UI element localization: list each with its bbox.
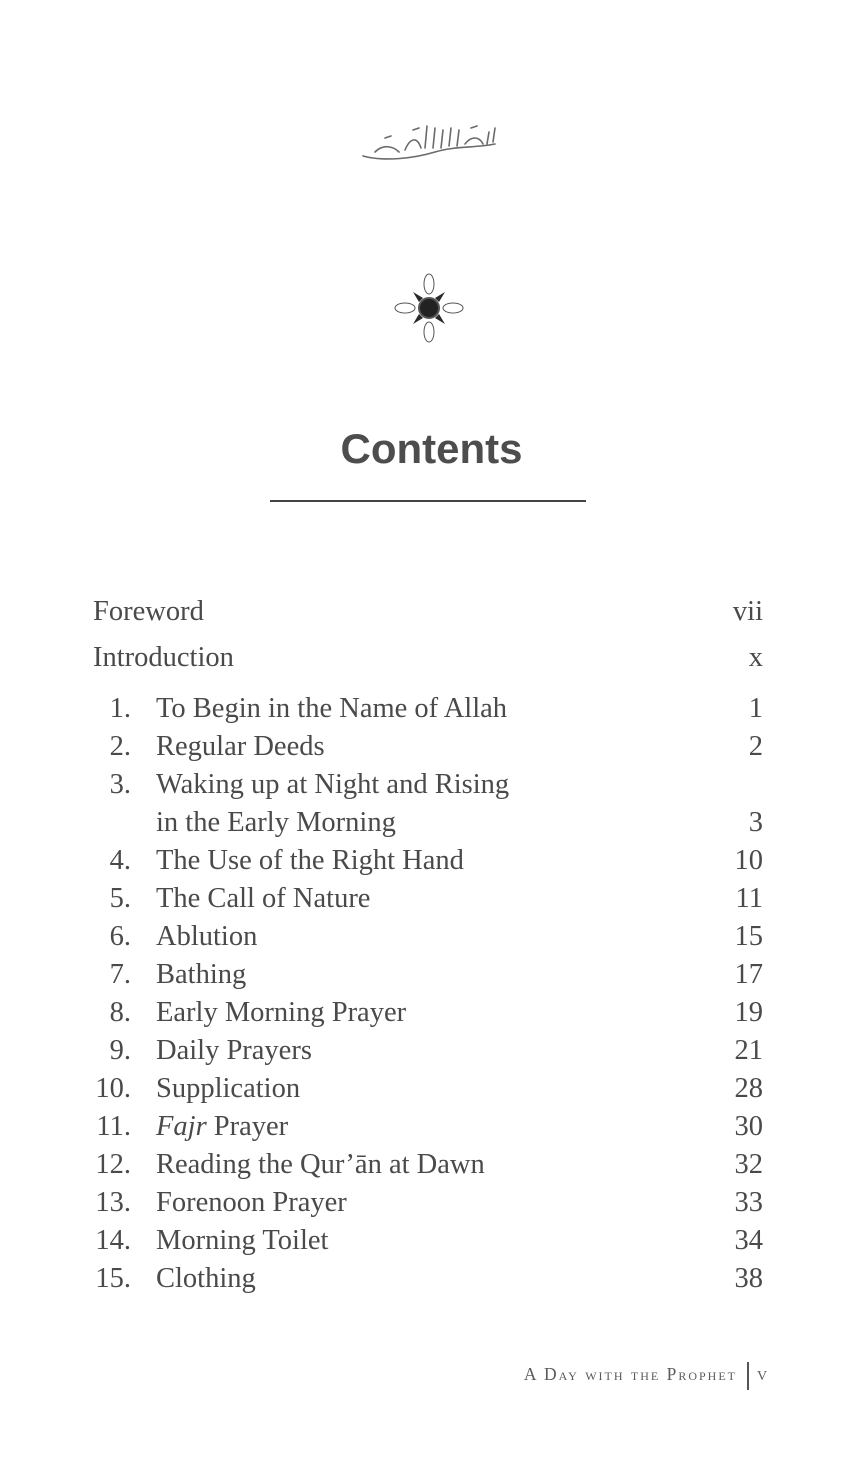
chapter-page: 3	[748, 807, 763, 838]
chapter-page: 28	[734, 1073, 763, 1104]
chapter-title: Bathing	[156, 959, 247, 990]
chapter-number: 1.	[109, 693, 131, 724]
chapter-title: Reading the Qur’ān at Dawn	[156, 1149, 485, 1180]
table-of-contents	[93, 590, 763, 1298]
toc-entry-chapter[interactable]	[93, 1032, 763, 1070]
chapter-number: 15.	[95, 1263, 131, 1294]
toc-entry-chapter[interactable]	[93, 690, 763, 728]
chapter-title: The Call of Nature	[156, 883, 371, 914]
chapter-number: 11.	[96, 1111, 131, 1142]
entry-page: x	[748, 642, 763, 673]
floral-ornament-icon	[393, 272, 465, 344]
running-footer	[523, 1360, 770, 1390]
chapter-number: 12.	[95, 1149, 131, 1180]
page-number: v	[757, 1363, 770, 1385]
title-divider	[270, 500, 586, 502]
toc-entry-foreword[interactable]	[93, 590, 763, 636]
chapter-page: 15	[734, 921, 763, 952]
chapter-number: 14.	[95, 1225, 131, 1256]
chapter-title: To Begin in the Name of Allah	[156, 693, 508, 724]
book-title: A Day with the Prophet	[523, 1364, 737, 1384]
chapter-title: Regular Deeds	[156, 731, 325, 762]
chapter-page: 30	[734, 1111, 763, 1142]
chapter-number: 7.	[109, 959, 131, 990]
chapter-title: Clothing	[156, 1263, 256, 1294]
chapter-page: 10	[734, 845, 763, 876]
toc-entry-chapter[interactable]	[93, 1108, 763, 1146]
chapter-title: Supplication	[156, 1073, 301, 1104]
toc-entry-chapter[interactable]	[93, 956, 763, 994]
chapter-title-italic: Fajr	[156, 1111, 207, 1142]
chapter-number: 4.	[109, 845, 131, 876]
chapter-title: Ablution	[156, 921, 258, 952]
chapter-page: 2	[748, 731, 763, 762]
toc-entry-chapter[interactable]	[93, 1146, 763, 1184]
chapter-number: 5.	[109, 883, 131, 914]
chapter-number: 10.	[95, 1073, 131, 1104]
chapter-title: Early Morning Prayer	[156, 997, 407, 1028]
toc-entry-chapter[interactable]	[93, 1260, 763, 1298]
toc-entry-chapter[interactable]	[93, 766, 763, 842]
chapter-title: Daily Prayers	[156, 1035, 312, 1066]
toc-entry-chapter[interactable]	[93, 994, 763, 1032]
chapter-page: 33	[734, 1187, 763, 1218]
chapter-page: 17	[734, 959, 763, 990]
chapter-page: 38	[734, 1263, 763, 1294]
basmala-calligraphy-icon	[355, 118, 505, 168]
chapter-page: 1	[748, 693, 763, 724]
chapter-page: 32	[734, 1149, 763, 1180]
chapter-number: 3.	[109, 769, 131, 800]
chapter-page: 34	[734, 1225, 763, 1256]
toc-entry-chapter[interactable]	[93, 1222, 763, 1260]
chapter-title-line-1: Waking up at Night and Rising	[156, 769, 510, 800]
entry-page: vii	[732, 596, 763, 627]
chapter-page: 19	[734, 997, 763, 1028]
page-title: Contents	[340, 425, 523, 472]
toc-entry-chapter[interactable]	[93, 880, 763, 918]
chapter-number: 13.	[95, 1187, 131, 1218]
toc-entry-introduction[interactable]	[93, 636, 763, 682]
toc-entry-chapter[interactable]	[93, 1184, 763, 1222]
toc-entry-chapter[interactable]	[93, 918, 763, 956]
chapter-title-line-2: in the Early Morning	[156, 807, 396, 838]
chapter-number: 9.	[109, 1035, 131, 1066]
chapter-number: 8.	[109, 997, 131, 1028]
chapter-title: The Use of the Right Hand	[156, 845, 464, 876]
chapter-page: 11	[735, 883, 763, 914]
chapter-page: 21	[734, 1035, 763, 1066]
toc-entry-chapter[interactable]	[93, 728, 763, 766]
chapter-title: Forenoon Prayer	[156, 1187, 347, 1218]
chapter-number: 6.	[109, 921, 131, 952]
entry-label: Introduction	[93, 642, 234, 673]
toc-entry-chapter[interactable]	[93, 1070, 763, 1108]
chapter-title: Morning Toilet	[156, 1225, 329, 1256]
toc-entry-chapter[interactable]	[93, 842, 763, 880]
chapter-list	[93, 690, 763, 1298]
entry-label: Foreword	[93, 596, 204, 627]
chapter-number: 2.	[109, 731, 131, 762]
footer-separator	[747, 1362, 749, 1390]
chapter-title: Prayer	[206, 1111, 289, 1142]
